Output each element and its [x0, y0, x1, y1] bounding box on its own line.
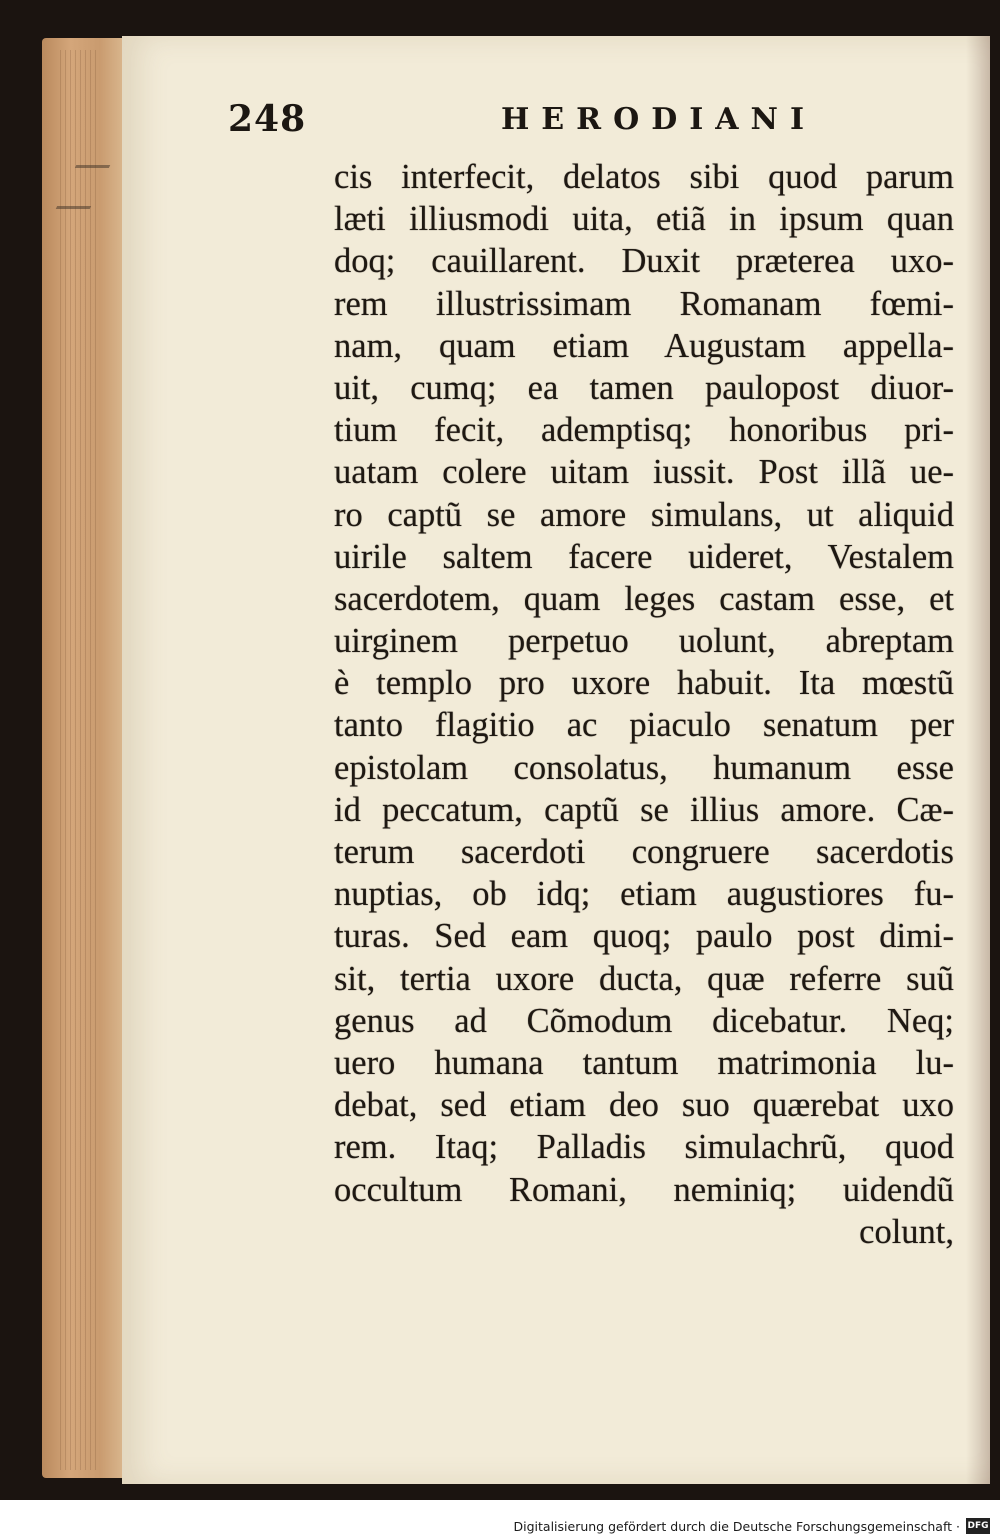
footer-bar [0, 1500, 1000, 1540]
text-line: sit, tertia uxore ducta, quæ referre suũ [334, 959, 954, 998]
text-line: doq; cauillarent. Duxit præterea uxo- [334, 242, 954, 281]
text-line: nuptias, ob idq; etiam augustiores fu- [334, 875, 954, 914]
text-line: læti illiusmodi uita, etiã in ipsum quan [334, 200, 954, 239]
text-line: uirginem perpetuo uolunt, abreptam [334, 622, 954, 661]
text-line: terum sacerdoti congruere sacerdotis [334, 833, 954, 871]
text-line: uirile saltem facere uideret, Vestalem [334, 537, 954, 576]
page-gutter-shadow [966, 36, 990, 1484]
text-line: epistolam consolatus, humanum esse [334, 748, 954, 787]
text-line: cis interfecit, delatos sibi quod parum [334, 158, 954, 196]
page-edge-lines [60, 50, 100, 1470]
text-line: genus ad Cõmodum dicebatur. Neq; [334, 1001, 954, 1040]
text-line: uero humana tantum matrimonia lu- [334, 1043, 954, 1082]
text-line: turas. Sed eam quoq; paulo post dimi- [334, 917, 954, 956]
text-line: occultum Romani, neminiq; uidendũ [334, 1170, 954, 1209]
text-line: tium fecit, ademptisq; honoribus pri- [334, 411, 954, 450]
text-line: sacerdotem, quam leges castam esse, et [334, 579, 954, 618]
text-line: tanto flagitio ac piaculo senatum per [334, 706, 954, 745]
catchword: colunt, [859, 1212, 954, 1251]
text-line: debat, sed etiam deo suo quærebat uxo [334, 1086, 954, 1125]
text-line: ro captũ se amore simulans, ut aliquid [334, 495, 954, 534]
text-line: rem illustrissimam Romanam fœmi- [334, 284, 954, 323]
text-line: uit, cumq; ea tamen paulopost diuor- [334, 368, 954, 407]
digitization-credit: Digitalisierung gefördert durch die Deutsche Forschungsgemeinschaft · [513, 1519, 960, 1534]
text-line: nam, quam etiam Augustam appella- [334, 326, 954, 365]
body-text [334, 156, 954, 1253]
page-number: 248 [228, 98, 307, 140]
text-line: rem. Itaq; Palladis simulachrũ, quod [334, 1128, 954, 1167]
text-line: è templo pro uxore habuit. Ita mœstũ [334, 664, 954, 703]
text-line: id peccatum, captũ se illius amore. Cæ- [334, 790, 954, 829]
running-title: HERODIANI [500, 102, 816, 137]
running-head [228, 98, 828, 140]
dfg-logo: DFG [966, 1518, 990, 1534]
text-line: uatam colere uitam iussit. Post illã ue- [334, 453, 954, 492]
